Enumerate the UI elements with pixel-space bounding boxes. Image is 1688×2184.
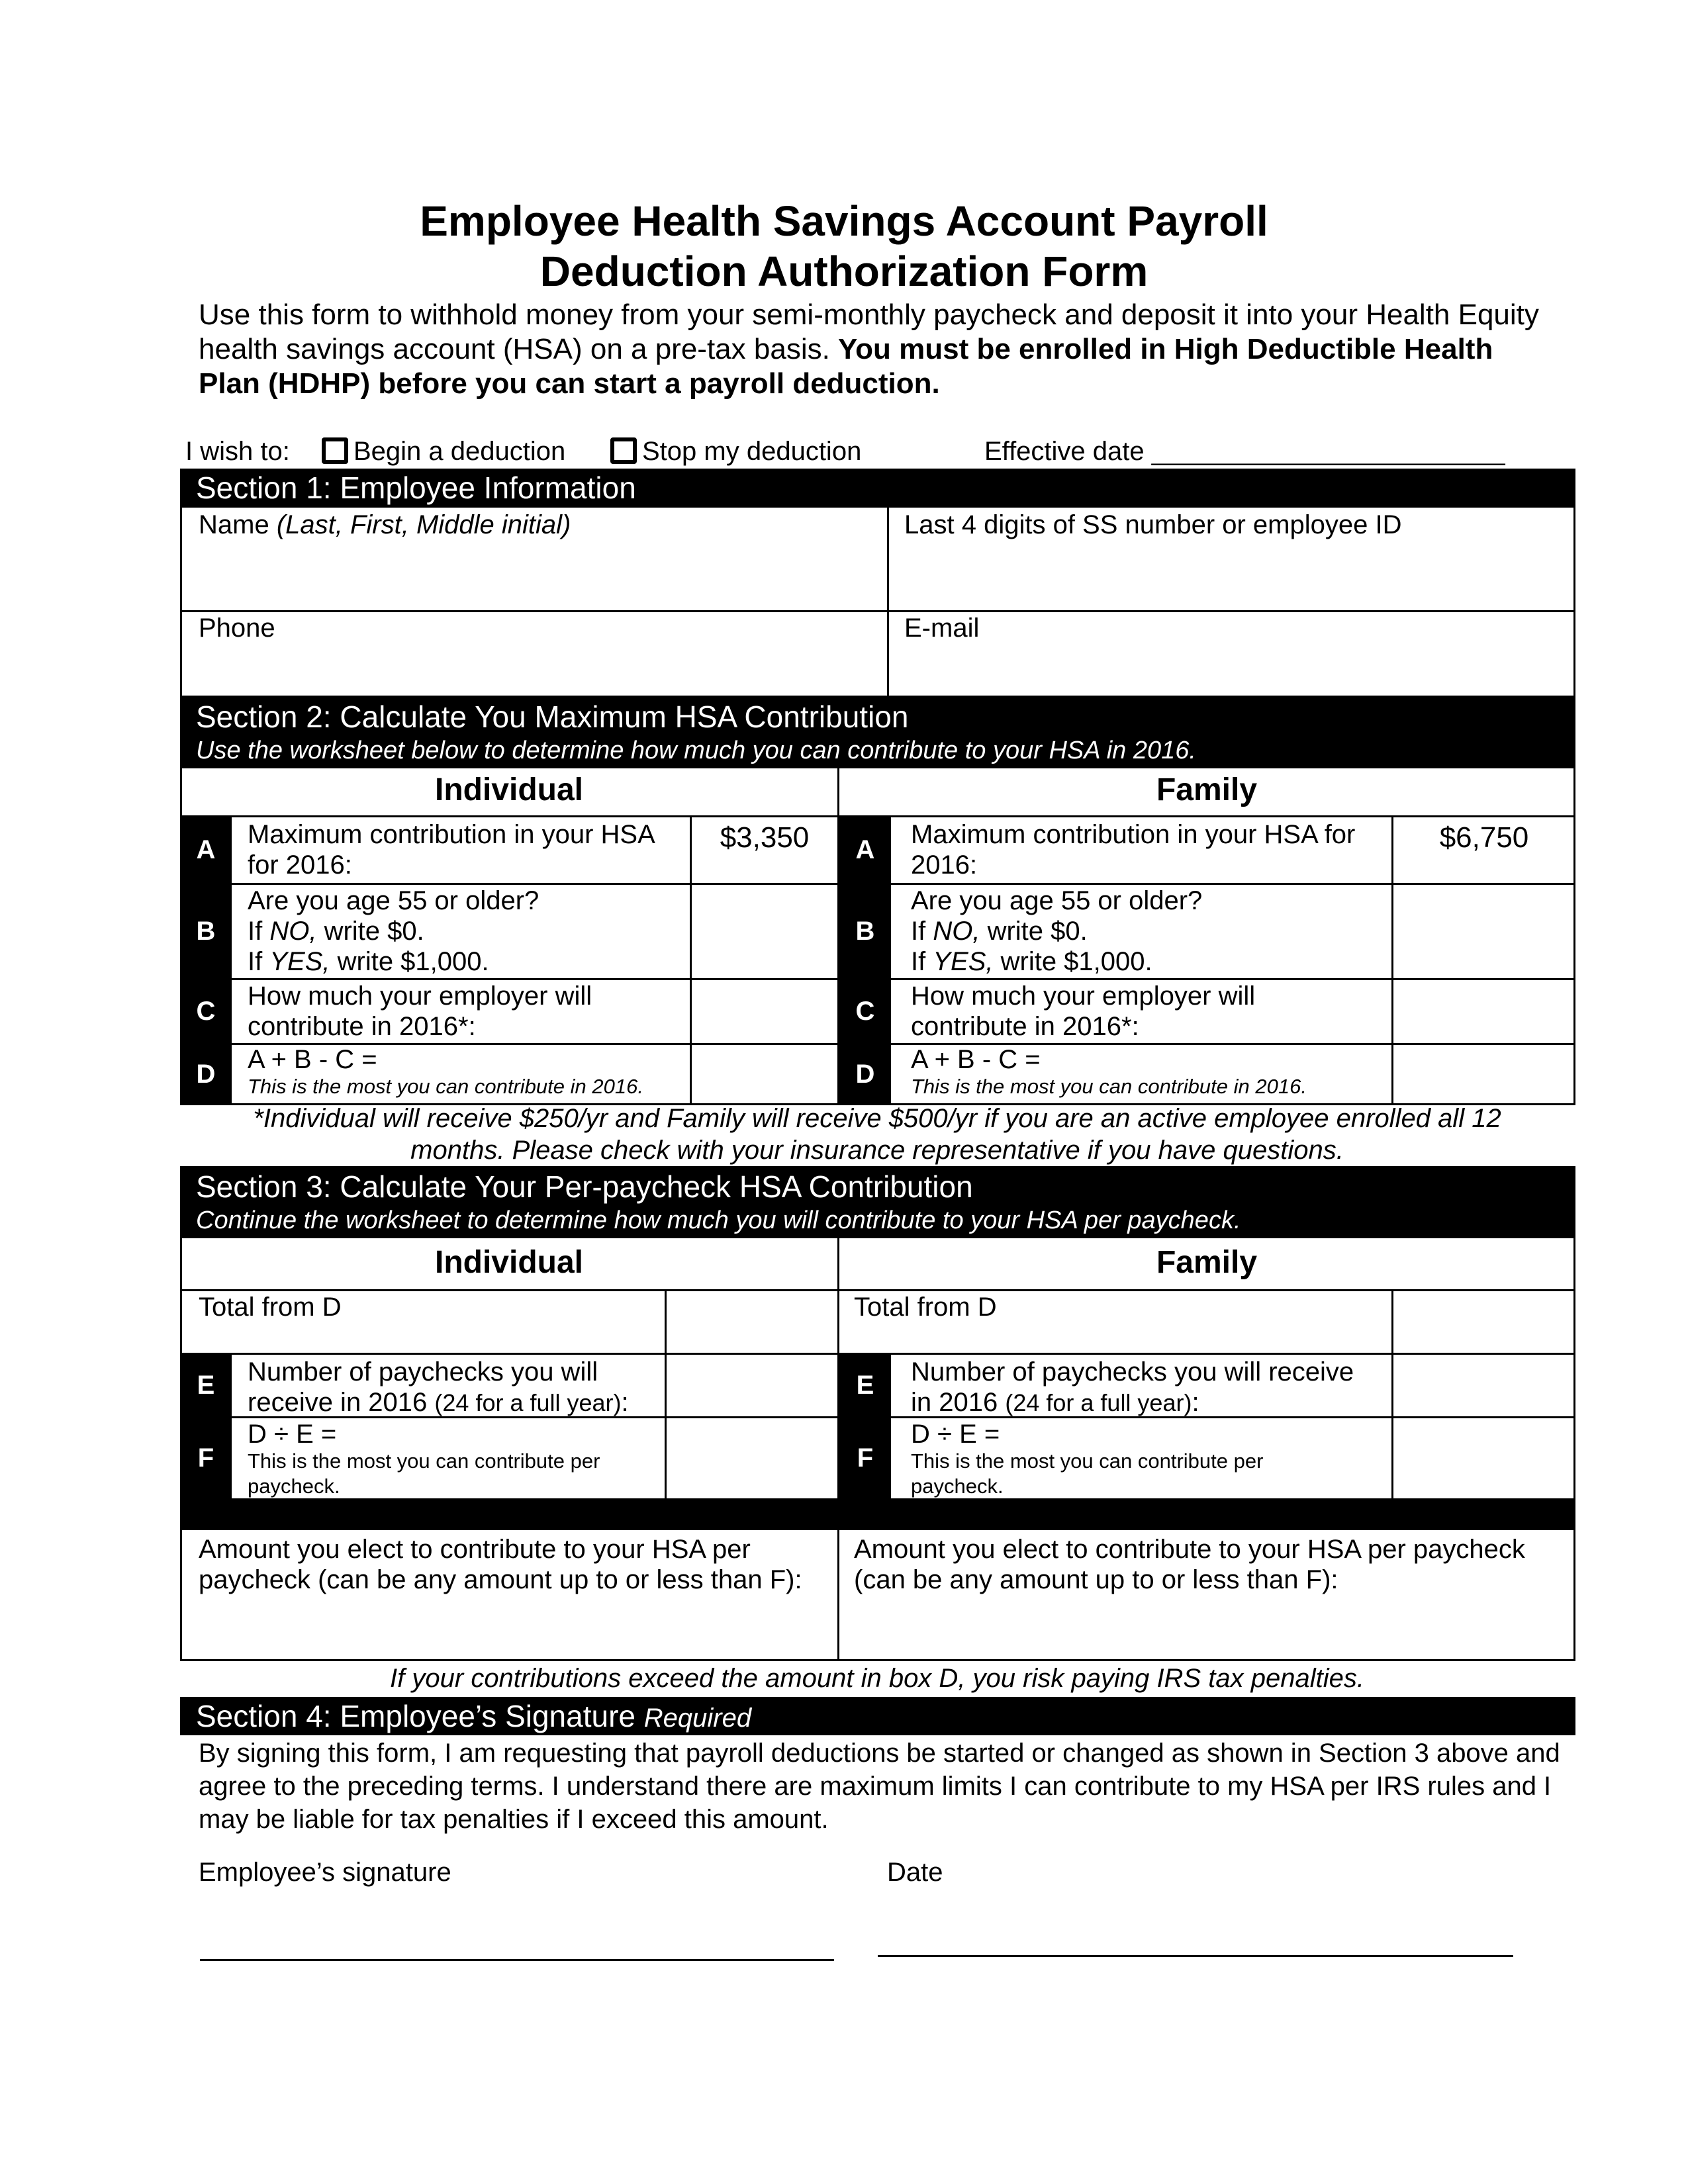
section1-header xyxy=(180,469,1575,507)
row-b-ind-input[interactable] xyxy=(693,886,835,977)
row-d-ind-line1: A + B - C = xyxy=(248,1045,377,1074)
row-b-fam-line1: Are you age 55 or older? xyxy=(911,886,1203,915)
row-b-fam-line3: If YES, write $1,000. xyxy=(911,947,1152,976)
row-b-fam-line2: If NO, write $0. xyxy=(911,917,1088,946)
row-c-ind-line2: contribute in 2016*: xyxy=(248,1012,476,1041)
phone-label: Phone xyxy=(199,614,275,643)
row-f-ind-input[interactable] xyxy=(668,1419,835,1497)
row-f-letter-ind: F xyxy=(180,1416,232,1500)
section2-footnote-line1: *Individual will receive $250/yr and Family will receive $500/yr if you are an active employee enrolled all 12 xyxy=(253,1104,1501,1133)
wish-label: I wish to: xyxy=(185,437,290,466)
section3-spacer-bar xyxy=(180,1498,1575,1530)
row-e-letter-fam: E xyxy=(839,1353,891,1418)
row-b-ind-line1: Are you age 55 or older? xyxy=(248,886,539,915)
row-f-fam-input[interactable] xyxy=(1395,1419,1572,1497)
total-from-d-ind-input[interactable] xyxy=(668,1292,835,1350)
form-title-line2: Deduction Authorization Form xyxy=(539,248,1149,295)
row-e-letter-ind: E xyxy=(180,1353,232,1418)
section1-divider xyxy=(887,506,889,698)
section4-header xyxy=(180,1697,1575,1735)
elect-fam-line2: (can be any amount up to or less than F): xyxy=(854,1565,1338,1594)
row-c-letter-ind: C xyxy=(180,978,232,1044)
name-hint: (Last, First, Middle initial) xyxy=(276,510,571,539)
elect-fam-input[interactable] xyxy=(842,1598,1571,1657)
ss-label: Last 4 digits of SS number or employee ID xyxy=(904,510,1402,539)
elect-ind-input[interactable] xyxy=(185,1598,834,1657)
row-d-fam-input[interactable] xyxy=(1395,1046,1572,1103)
section3-head-divider xyxy=(180,1289,1575,1291)
row-f-letter-fam: F xyxy=(839,1416,891,1500)
row-c-fam-line1: How much your employer will xyxy=(911,981,1256,1011)
row-e-ind-line1: Number of paychecks you will xyxy=(248,1357,598,1387)
section2-ind-value-divider xyxy=(690,815,692,1105)
section3-family-heading: Family xyxy=(1156,1245,1258,1280)
row-e-fam-input[interactable] xyxy=(1395,1355,1572,1414)
intro-text: Use this form to withhold money from your semi-monthly paycheck and deposit it into your Health Equity health savings account (HSA) on a pre-tax basis. xyxy=(199,298,1539,365)
row-f-fam-line2: This is the most you can contribute per xyxy=(911,1449,1264,1473)
row-b-ind-line3: If YES, write $1,000. xyxy=(248,947,489,976)
signature-line[interactable] xyxy=(200,1959,834,1961)
section4-required: Required xyxy=(643,1704,752,1733)
row-c-letter-fam: C xyxy=(839,978,891,1044)
date-line[interactable] xyxy=(878,1955,1513,1957)
section3-header xyxy=(180,1166,1575,1238)
row-e-fam-line2: in 2016 (24 for a full year): xyxy=(911,1388,1199,1417)
section4-authorization-text: By signing this form, I am requesting that payroll deductions be started or changed as shown in Section 3 above and agree to the preceding terms. I understand there are maximum limits I can contribute to my HSA per IRS rules and I may be liable for tax penalties if I exceed this amount. xyxy=(199,1739,1560,1834)
section2-title: Section 2: Calculate You Maximum HSA Contribution xyxy=(196,700,909,734)
row-b-ind-line2: If NO, write $0. xyxy=(248,917,424,946)
row-e-ind-input[interactable] xyxy=(668,1355,835,1414)
row-f-ind-line3: paycheck. xyxy=(248,1475,340,1498)
row-f-fam-line3: paycheck. xyxy=(911,1475,1004,1498)
section1-title: Section 1: Employee Information xyxy=(196,471,636,505)
row-d-letter-fam: D xyxy=(839,1043,891,1105)
phone-input[interactable] xyxy=(185,650,884,694)
row-a-ind-line2: for 2016: xyxy=(248,850,352,880)
name-label: Name (Last, First, Middle initial) xyxy=(199,510,571,539)
row-f-ind-line1: D ÷ E = xyxy=(248,1420,337,1449)
intro-paragraph xyxy=(199,298,1549,401)
section2-subtitle: Use the worksheet below to determine how much you can contribute to your HSA in 2016. xyxy=(196,737,1196,764)
row-a-ind-line1: Maximum contribution in your HSA xyxy=(248,820,655,849)
section2-fam-value-divider xyxy=(1391,815,1393,1105)
section3-subtitle: Continue the worksheet to determine how much you will contribute to your HSA per paycheck. xyxy=(196,1206,1241,1234)
section3-individual-heading: Individual xyxy=(434,1245,583,1280)
stop-deduction-label: Stop my deduction xyxy=(642,437,862,466)
row-d-ind-input[interactable] xyxy=(693,1046,835,1103)
name-input[interactable] xyxy=(185,549,884,606)
section4-title: Section 4: Employee’s Signature Required xyxy=(196,1699,752,1733)
row-c-fam-input[interactable] xyxy=(1395,981,1572,1042)
section3-fam-value-divider xyxy=(1391,1289,1393,1500)
row-a-letter-ind: A xyxy=(180,815,232,884)
row-c-ind-line1: How much your employer will xyxy=(248,981,592,1011)
email-input[interactable] xyxy=(891,650,1571,694)
section2-family-heading: Family xyxy=(1156,772,1258,807)
row-e-ind-line2: receive in 2016 (24 for a full year): xyxy=(248,1388,629,1417)
total-from-d-ind-label: Total from D xyxy=(199,1293,342,1322)
row-f-fam-line1: D ÷ E = xyxy=(911,1420,1000,1449)
section2-header xyxy=(180,696,1575,768)
ss-input[interactable] xyxy=(891,549,1571,606)
row-a-ind-value: $3,350 xyxy=(720,821,810,854)
elect-ind-line1: Amount you elect to contribute to your HSA per xyxy=(199,1535,751,1564)
email-label: E-mail xyxy=(904,614,980,643)
effective-date-field[interactable]: Effective date ________________________ xyxy=(984,437,1505,466)
signature-label: Employee’s signature xyxy=(199,1858,451,1887)
tax-penalty-warning: If your contributions exceed the amount in box D, you risk paying IRS tax penalties. xyxy=(390,1664,1364,1693)
row-d-fam-line1: A + B - C = xyxy=(911,1045,1041,1074)
total-from-d-fam-input[interactable] xyxy=(1395,1292,1572,1350)
row-a-fam-line1: Maximum contribution in your HSA for xyxy=(911,820,1356,849)
intro-bold-requirement: You must be enrolled in High Deductible Health Plan (HDHP) before you can start a payroll deduction. xyxy=(199,333,1493,400)
row-a-fam-line2: 2016: xyxy=(911,850,978,880)
row-a-fam-value: $6,750 xyxy=(1439,821,1529,854)
row-d-fam-line2: This is the most you can contribute in 2016. xyxy=(911,1075,1307,1098)
row-b-letter-fam: B xyxy=(839,883,891,979)
row-c-fam-line2: contribute in 2016*: xyxy=(911,1012,1139,1041)
row-b-letter-ind: B xyxy=(180,883,232,979)
elect-fam-line1: Amount you elect to contribute to your HSA per paycheck xyxy=(854,1535,1525,1564)
row-d-ind-line2: This is the most you can contribute in 2016. xyxy=(248,1075,643,1098)
row-f-ind-line2: This is the most you can contribute per xyxy=(248,1449,600,1473)
stop-deduction-checkbox[interactable] xyxy=(610,437,637,464)
section1-row-divider xyxy=(180,610,1575,612)
row-a-letter-fam: A xyxy=(839,815,891,884)
begin-deduction-label: Begin a deduction xyxy=(353,437,566,466)
section2-footnote-line2: months. Please check with your insurance representative if you have questions. xyxy=(410,1136,1344,1165)
total-from-d-fam-label: Total from D xyxy=(854,1293,997,1322)
section2-individual-heading: Individual xyxy=(434,772,583,807)
row-c-ind-input[interactable] xyxy=(693,981,835,1042)
row-d-letter-ind: D xyxy=(180,1043,232,1105)
section3-ind-value-divider xyxy=(665,1289,667,1500)
row-e-fam-line1: Number of paychecks you will receive xyxy=(911,1357,1354,1387)
begin-deduction-checkbox[interactable] xyxy=(322,437,348,464)
elect-ind-line2: paycheck (can be any amount up to or less than F): xyxy=(199,1565,802,1594)
form-title-line1: Employee Health Savings Account Payroll xyxy=(420,197,1268,245)
row-b-fam-input[interactable] xyxy=(1395,886,1572,977)
date-label: Date xyxy=(887,1858,943,1887)
section3-title: Section 3: Calculate Your Per-paycheck HSA Contribution xyxy=(196,1169,973,1204)
